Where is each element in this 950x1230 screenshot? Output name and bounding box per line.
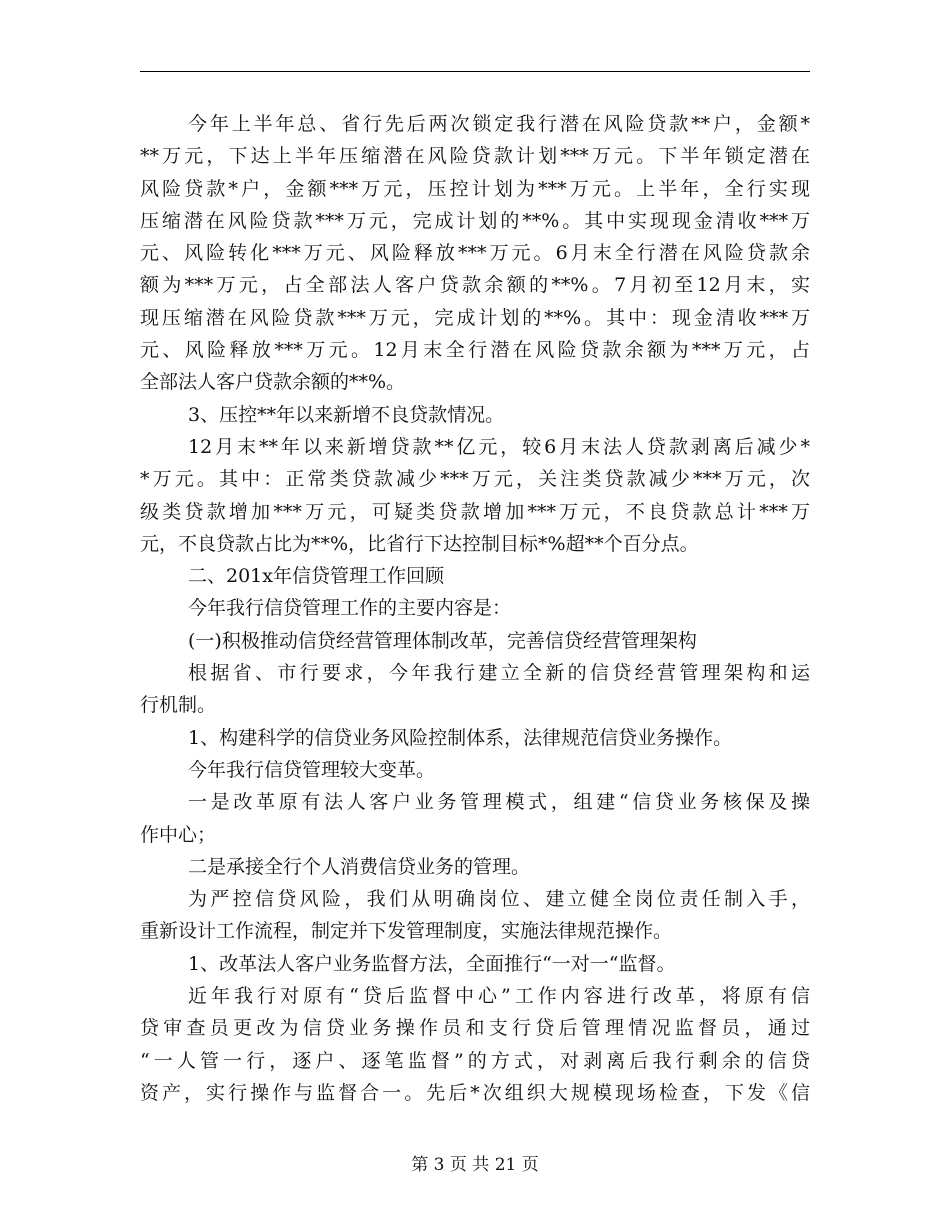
text-line: 贷审查员更改为信贷业务操作员和支行贷后管理情况监督员，通过 (140, 1017, 810, 1040)
text-line: *万元。其中：正常类贷款减少***万元，关注类贷款减少***万元，次 (140, 468, 810, 491)
text-line: 资产，实行操作与监督合一。先后*次组织大规模现场检查，下发《信 (140, 1081, 810, 1104)
text-line: 行机制。 (140, 694, 217, 717)
text-line: 为严控信贷风险，我们从明确岗位、建立健全岗位责任制入手， (188, 888, 810, 911)
text-line: 一是改革原有法人客户业务管理模式，组建“信贷业务核保及操 (188, 791, 810, 814)
body-text (140, 108, 810, 1109)
text-line: 二是承接全行个人消费信贷业务的管理。 (188, 855, 531, 878)
text-line: 今年上半年总、省行先后两次锁定我行潜在风险贷款**户，金额* (188, 113, 810, 135)
text-line: (一)积极推动信贷经营管理体制改革，完善信贷经营管理架构 (188, 629, 697, 652)
text-line: 12月末**年以来新增贷款**亿元，较6月末法人贷款剥离后减少* (188, 435, 810, 458)
page-footer: 第 3 页 共 21 页 (411, 1155, 539, 1175)
text-line: 今年我行信贷管理工作的主要内容是： (188, 597, 512, 620)
text-line: 3、压控**年以来新增不良贷款情况。 (188, 403, 505, 426)
text-line: 额为***万元，占全部法人客户贷款余额的**%。7月初至12月末，实 (140, 274, 810, 297)
text-line: 风险贷款*户，金额***万元，压控计划为***万元。上半年，全行实现 (140, 177, 810, 200)
text-line: 重新设计工作流程，制定并下发管理制度，实施法律规范操作。 (140, 920, 673, 943)
text-line: 近年我行对原有“贷后监督中心”工作内容进行改革，将原有信 (188, 985, 810, 1008)
text-line: 全部法人客户贷款余额的**%。 (140, 371, 406, 394)
text-line: 二、201x年信贷管理工作回顾 (188, 565, 444, 588)
text-line: “一人管一行，逐户、逐笔监督”的方式，对剥离后我行剩余的信贷 (140, 1049, 810, 1072)
text-line: 元，不良贷款占比为**%，比省行下达控制目标*%超**个百分点。 (140, 532, 699, 555)
text-line: 现压缩潜在风险贷款***万元，完成计划的**%。其中：现金清收***万 (140, 306, 810, 329)
text-line: 压缩潜在风险贷款***万元，完成计划的**%。其中实现现金清收***万 (140, 209, 810, 232)
header-rule (140, 71, 810, 72)
text-line: 1、改革法人客户业务监督方法，全面推行“一对一“监督。 (188, 952, 676, 975)
text-line: **万元，下达上半年压缩潜在风险贷款计划***万元。下半年锁定潜在 (140, 145, 810, 168)
text-line: 元、风险释放***万元。12月末全行潜在风险贷款余额为***万元，占 (140, 339, 810, 362)
text-line: 级类贷款增加***万元，可疑类贷款增加***万元，不良贷款总计***万 (140, 500, 810, 523)
text-line: 根据省、市行要求，今年我行建立全新的信贷经营管理架构和运 (188, 662, 810, 685)
text-line: 作中心； (140, 823, 217, 846)
text-line: 今年我行信贷管理较大变革。 (188, 758, 436, 781)
text-line: 元、风险转化***万元、风险释放***万元。6月末全行潜在风险贷款余 (140, 242, 810, 265)
text-line: 1、构建科学的信贷业务风险控制体系，法律规范信贷业务操作。 (188, 726, 733, 749)
